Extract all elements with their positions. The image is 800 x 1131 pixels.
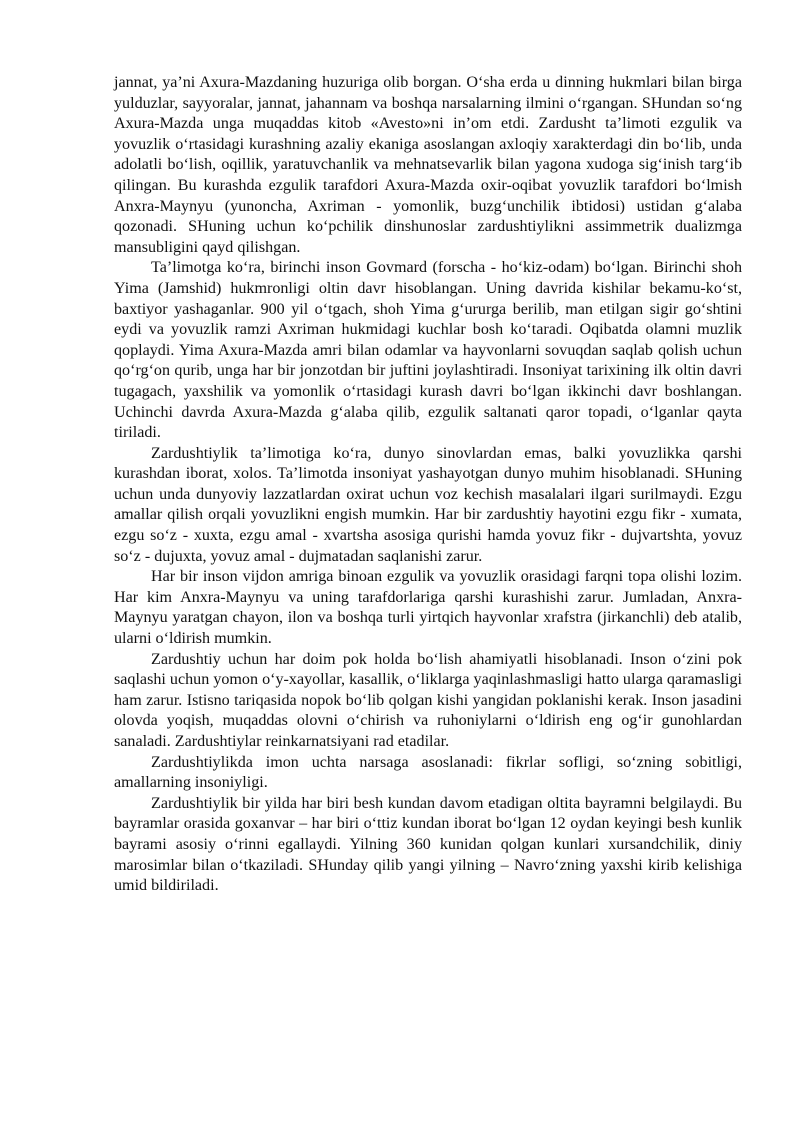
paragraph: Zardushtiylikda imon uchta narsaga asoslanadi: fikrlar sofligi, so‘zning sobitligi, amallarning insoniyligi. <box>114 753 742 792</box>
paragraph: Zardushtiylik ta’limotiga ko‘ra, dunyo sinovlardan emas, balki yovuzlikka qarshi kurashdan iborat, xolos. Ta’limotda insoniyat yashayotgan dunyo muhim hisoblanadi. SHuning uchun unda dunyoviy lazzatlardan oxirat uchun voz kechish masalalari ilgari surilmaydi. Ezgu amallar qilish orqali yovuzlikni engish mumkin. Har bir zardushtiy hayotini ezgu fikr - xumata, ezgu so‘z - xuxta, ezgu amal - xvartsha asosiga qurishi hamda yovuz fikr - dujvartshta, yovuz so‘z - dujuxta, yovuz amal - dujmatadan saqlanishi zarur. <box>114 444 742 565</box>
paragraph: Zardushtiylik bir yilda har biri besh kundan davom etadigan oltita bayramni belgilaydi. Bu bayramlar orasida goxanvar – har biri o‘ttiz kundan iborat bo‘lgan 12 oydan keyingi besh kunlik bayrami asosiy o‘rinni egallaydi. Yilning 360 kunidan qolgan kunlari xursandchilik, diniy marosimlar bilan o‘tkaziladi. SHunday qilib yangi yilning – Navro‘zning yaxshi kirib kelishiga umid bildiriladi. <box>114 794 742 895</box>
paragraph: Zardushtiy uchun har doim pok holda bo‘lish ahamiyatli hisoblanadi. Inson o‘zini pok saqlashi uchun yomon o‘y-xayollar, kasallik, o‘liklarga yaqinlashmasligi hatto ularga qaramasligi ham zarur. Istisno tariqasida nopok bo‘lib qolgan kishi yangidan poklanishi kerak. Inson jasadini olovda yoqish, muqaddas olovni o‘chirish va ruhoniylarni o‘ldirish eng og‘ir gunohlardan sanaladi. Zardushtiylar reinkarnatsiyani rad etadilar. <box>114 650 742 750</box>
document-page <box>114 73 742 897</box>
paragraph: Ta’limotga ko‘ra, birinchi inson Govmard (forscha - ho‘kiz-odam) bo‘lgan. Birinchi shoh Yima (Jamshid) hukmronligi oltin davr hisoblangan. Uning davrida kishilar bekamu-ko‘st, baxtiyor yashaganlar. 900 yil o‘tgach, shoh Yima g‘ururga berilib, man etilgan sigir go‘shtini eydi va yovuzlik ramzi Axriman hukmidagi kuchlar bosh ko‘taradi. Oqibatda olamni muzlik qoplaydi. Yima Axura-Mazda amri bilan odamlar va hayvonlarni sovuqdan saqlab qolish uchun qo‘rg‘on qurib, unga har bir jonzotdan bir juftini joylashtiradi. Insoniyat tarixining ilk oltin davri tugagach, yaxshilik va yomonlik o‘rtasidagi kurash davri bo‘lgan ikkinchi davr boshlangan. Uchinchi davrda Axura-Mazda g‘alaba qilib, ezgulik saltanati qaror topadi, o‘lganlar qayta tiriladi. <box>114 259 742 442</box>
paragraph-continuation: jannat, ya’ni Axura-Mazdaning huzuriga olib borgan. O‘sha erda u dinning hukmlari bilan birga yulduzlar, sayyoralar, jannat, jahannam va boshqa narsalarning ilmini o‘rgangan. SHundan so‘ng Axura-Mazda unga muqaddas kitob «Avesto»ni in’om etdi. Zardusht ta’limoti ezgulik va yovuzlik o‘rtasidagi kurashning azaliy ekaniga asoslangan axloqiy xarakterdagi din bo‘lib, unda adolatli bo‘lish, oqillik, yaratuvchanlik va mehnatsevarlik bilan yagona xudoga sig‘inish targ‘ib qilingan. Bu kurashda ezgulik tarafdori Axura-Mazda oxir-oqibat yovuzlik tarafdori bo‘lmish Anxra-Maynyu (yunoncha, Axriman - yomonlik, buzg‘unchilik ibtidosi) ustidan g‘alaba qozonadi. SHuning uchun ko‘pchilik dinshunoslar zardushtiylikni assimmetrik dualizmga mansubligini qayd qilishgan. <box>114 74 742 256</box>
paragraph: Har bir inson vijdon amriga binoan ezgulik va yovuzlik orasidagi farqni topa olishi lozim. Har kim Anxra-Maynyu va uning tarafdorlariga qarshi kurashishi zarur. Jumladan, Anxra-Maynyu yaratgan chayon, ilon va boshqa turli yirtqich hayvonlar xrafstra (jirkanchli) deb atalib, ularni o‘ldirish mumkin. <box>114 568 742 648</box>
